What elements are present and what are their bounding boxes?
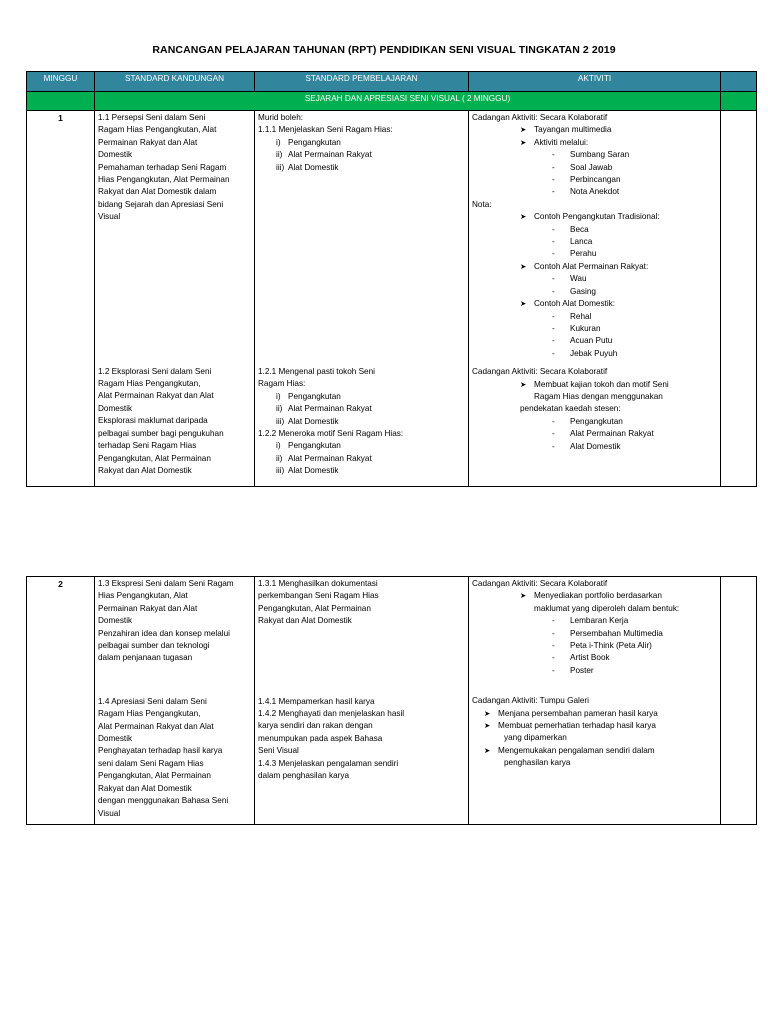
- section-side-cell: [27, 92, 95, 111]
- sp-item: [258, 137, 465, 149]
- bullet-continuation: penghasilan karya: [504, 758, 571, 768]
- sk-line: Hias Pengangkutan, Alat: [98, 591, 188, 601]
- activity-2-block: [472, 366, 717, 453]
- dash-item-text: Poster: [570, 665, 594, 675]
- sp-line: 1.3.1 Menghasilkan dokumentasi: [258, 579, 378, 588]
- dash-item: [472, 416, 717, 428]
- sk-line: Alat Permainan Rakyat dan Alat: [98, 721, 214, 731]
- sk-line: Domestik: [98, 150, 133, 160]
- sp-item-number: ii): [276, 404, 283, 414]
- activity-heading: Cadangan Aktiviti: Tumpu Galeri: [472, 696, 589, 706]
- activity-bullet: [472, 211, 717, 223]
- bullet-text: Aktiviti melalui:: [534, 137, 589, 147]
- arrow-bullet-icon: ➤: [484, 721, 491, 731]
- section-title: SEJARAH DAN APRESIASI SENI VISUAL ( 2 MINGGU): [95, 92, 721, 111]
- activity-bullet: [472, 590, 717, 602]
- bullet-text: Contoh Alat Permainan Rakyat:: [534, 261, 649, 271]
- header-row: [27, 72, 757, 92]
- activity-heading: Cadangan Aktiviti: Secara Kolaboratif: [472, 367, 608, 377]
- week-number: 2: [27, 577, 95, 825]
- sk-line: Domestik: [98, 616, 133, 626]
- header-minggu: MINGGU: [27, 72, 95, 92]
- bullet-text: Membuat kajian tokoh dan motif Seni: [534, 379, 669, 389]
- sp-1-1-block: [258, 112, 465, 174]
- bullet-text: Menyediakan portfolio berdasarkan: [534, 591, 662, 601]
- sk-line: Alat Permainan Rakyat dan Alat: [98, 391, 214, 401]
- dash-item: [472, 273, 717, 285]
- dash-item-text: Alat Permainan Rakyat: [570, 429, 654, 439]
- dash-item: [472, 428, 717, 440]
- arrow-bullet-icon: ➤: [520, 261, 527, 271]
- sk-line: pelbagai sumber dan teknologi: [98, 641, 210, 651]
- sp-item-text: Alat Permainan Rakyat: [288, 404, 372, 414]
- dash-item-text: Beca: [570, 224, 589, 234]
- sp-intro: Murid boleh:: [258, 113, 304, 122]
- sp-item-number: iii): [276, 466, 285, 476]
- sp-item-number: i): [276, 137, 281, 147]
- dash-item-text: Kukuran: [570, 323, 601, 333]
- sp-heading: 1.2.1 Mengenal pasti tokoh Seni: [258, 367, 375, 377]
- section-row: [27, 92, 757, 111]
- dash-item-text: Pengangkutan: [570, 416, 623, 426]
- dash-item-text: Nota Anekdot: [570, 187, 620, 197]
- standard-kandungan-cell: [95, 111, 255, 487]
- dash-icon: -: [552, 665, 555, 675]
- sp-line: 1.4.3 Menjelaskan pengalaman sendiri: [258, 758, 399, 768]
- sk-1-2-block: [98, 366, 251, 478]
- dash-item: [472, 149, 717, 161]
- rpt-table-week-1: [26, 71, 757, 487]
- sk-line: dalam penjanaan tugasan: [98, 653, 193, 663]
- standard-kandungan-cell: [95, 577, 255, 825]
- sp-item: [258, 416, 465, 428]
- activity-bullet: [472, 379, 717, 391]
- dash-item: [472, 162, 717, 174]
- dash-item: [472, 348, 717, 360]
- standard-pembelajaran-cell: [255, 111, 469, 487]
- sk-1-1-block: [98, 112, 251, 224]
- sk-line: Rakyat dan Alat Domestik: [98, 783, 192, 793]
- dash-icon: -: [552, 616, 555, 626]
- dash-item-text: Jebak Puyuh: [570, 348, 618, 358]
- sk-line: dengan menggunakan Bahasa Seni: [98, 796, 229, 806]
- sp-1-4-block: [258, 696, 465, 783]
- bullet-continuation: Ragam Hias dengan menggunakan: [534, 391, 663, 401]
- sk-line: Ragam Hias Pengangkutan, Alat: [98, 125, 217, 135]
- week-1-row: [27, 111, 757, 487]
- header-blank: [721, 72, 757, 92]
- sp-item: [258, 391, 465, 403]
- sk-line: bidang Sejarah dan Apresiasi Seni: [98, 199, 224, 209]
- bullet-text: Contoh Alat Domestik:: [534, 299, 616, 309]
- activity-2-block: [472, 695, 717, 769]
- arrow-bullet-icon: ➤: [520, 299, 527, 309]
- activity-bullet: [472, 298, 717, 310]
- sk-line: Pengangkutan, Alat Permainan: [98, 771, 211, 781]
- activity-bullet: [472, 720, 717, 732]
- dash-item: [472, 640, 717, 652]
- activity-1-block: [472, 578, 717, 677]
- dash-item-text: Alat Domestik: [570, 441, 621, 451]
- dash-icon: -: [552, 323, 555, 333]
- dash-item-text: Perahu: [570, 249, 597, 259]
- sp-item: [258, 149, 465, 161]
- dash-item: [472, 286, 717, 298]
- activity-bullet: [472, 261, 717, 273]
- rpt-table-week-2: [26, 576, 757, 825]
- bullet-continuation: maklumat yang diperoleh dalam bentuk:: [534, 603, 680, 613]
- bullet-text: Tayangan multimedia: [534, 125, 612, 135]
- dash-icon: -: [552, 150, 555, 160]
- sp-item-text: Alat Permainan Rakyat: [288, 150, 372, 160]
- sp-line: karya sendiri dan rakan dengan: [258, 721, 373, 731]
- dash-item-text: Lembaran Kerja: [570, 616, 629, 626]
- activity-bullet: [472, 124, 717, 136]
- dash-item: [472, 186, 717, 198]
- sp-item: [258, 440, 465, 452]
- sp-line: perkembangan Seni Ragam Hias: [258, 591, 379, 601]
- sk-line: Ragam Hias Pengangkutan,: [98, 379, 201, 389]
- blank-cell: [721, 111, 757, 487]
- dash-item: [472, 652, 717, 664]
- sp-1-2-block: [258, 366, 465, 478]
- dash-item-text: Acuan Putu: [570, 336, 613, 346]
- arrow-bullet-icon: ➤: [520, 137, 527, 147]
- dash-icon: -: [552, 416, 555, 426]
- sk-line: Pemahaman terhadap Seni Ragam: [98, 162, 227, 172]
- dash-item: [472, 248, 717, 260]
- week-number: 1: [27, 111, 95, 487]
- activity-heading: Cadangan Aktiviti: Secara Kolaboratif: [472, 579, 608, 588]
- sp-item-number: iii): [276, 416, 285, 426]
- dash-icon: -: [552, 274, 555, 284]
- document-title: RANCANGAN PELAJARAN TAHUNAN (RPT) PENDIDIKAN SENI VISUAL TINGKATAN 2 2019: [152, 44, 616, 56]
- sk-line: Ragam Hias Pengangkutan,: [98, 709, 201, 719]
- sp-item-text: Alat Domestik: [288, 416, 339, 426]
- sp-item-text: Alat Domestik: [288, 162, 339, 172]
- sp-item-number: i): [276, 391, 281, 401]
- sk-line: Eksplorasi maklumat daripada: [98, 416, 208, 426]
- arrow-bullet-icon: ➤: [520, 125, 527, 135]
- bullet-text: Menjana persembahan pameran hasil karya: [498, 708, 658, 718]
- sk-line: Rakyat dan Alat Domestik dalam: [98, 187, 217, 197]
- dash-item-text: Rehal: [570, 311, 592, 321]
- dash-item: [472, 224, 717, 236]
- dash-item-text: Perbincangan: [570, 175, 621, 185]
- bullet-text: Membuat pemerhatian terhadap hasil karya: [498, 721, 656, 731]
- dash-item: [472, 174, 717, 186]
- dash-icon: -: [552, 175, 555, 185]
- sp-item-text: Pengangkutan: [288, 137, 341, 147]
- dash-icon: -: [552, 429, 555, 439]
- dash-item-text: Gasing: [570, 286, 596, 296]
- dash-item: [472, 236, 717, 248]
- sk-line: Rakyat dan Alat Domestik: [98, 465, 192, 475]
- bullet-continuation: yang dipamerkan: [504, 733, 567, 743]
- sk-line: Domestik: [98, 403, 133, 413]
- sk-line: 1.2 Eksplorasi Seni dalam Seni: [98, 366, 212, 376]
- sp-item: [258, 403, 465, 415]
- sk-line: Pengangkutan, Alat Permainan: [98, 453, 211, 463]
- sk-line: terhadap Seni Ragam Hias: [98, 441, 197, 451]
- sp-item: [258, 453, 465, 465]
- header-standard-pembelajaran: STANDARD PEMBELAJARAN: [255, 72, 469, 92]
- dash-icon: -: [552, 348, 555, 358]
- sp-heading: 1.1.1 Menjelaskan Seni Ragam Hias:: [258, 125, 393, 135]
- sp-item-number: iii): [276, 162, 285, 172]
- dash-icon: -: [552, 653, 555, 663]
- sp-line: dalam penghasilan karya: [258, 771, 350, 781]
- dash-icon: -: [552, 641, 555, 651]
- dash-icon: -: [552, 628, 555, 638]
- sp-1-3-block: [258, 578, 465, 628]
- sp-item-text: Pengangkutan: [288, 441, 341, 451]
- sk-1-3-block: [98, 578, 251, 665]
- sk-line: 1.4 Apresiasi Seni dalam Seni: [98, 696, 207, 706]
- activity-1-block: [472, 112, 717, 360]
- sp-line: menumpukan pada aspek Bahasa: [258, 733, 383, 743]
- aktiviti-cell: [469, 577, 721, 825]
- dash-item: [472, 311, 717, 323]
- week-2-row: [27, 577, 757, 825]
- sk-line: Visual: [98, 212, 121, 222]
- dash-icon: -: [552, 441, 555, 451]
- dash-item-text: Sumbang Saran: [570, 150, 630, 160]
- dash-item-text: Persembahan Multimedia: [570, 628, 663, 638]
- blank-cell: [721, 577, 757, 825]
- sk-line: Permainan Rakyat dan Alat: [98, 137, 198, 147]
- arrow-bullet-icon: ➤: [520, 379, 527, 389]
- section-side-cell-right: [721, 92, 757, 111]
- sp-line: 1.4.1 Mempamerkan hasil karya: [258, 696, 375, 706]
- sp-heading: Ragam Hias:: [258, 379, 306, 389]
- bullet-text: Mengemukakan pengalaman sendiri dalam: [498, 745, 655, 755]
- aktiviti-cell: [469, 111, 721, 487]
- activity-bullet: [472, 708, 717, 720]
- sp-item-text: Alat Permainan Rakyat: [288, 453, 372, 463]
- dash-icon: -: [552, 286, 555, 296]
- sp-item: [258, 465, 465, 477]
- dash-item: [472, 615, 717, 627]
- sp-item-number: ii): [276, 453, 283, 463]
- dash-item-text: Soal Jawab: [570, 162, 613, 172]
- arrow-bullet-icon: ➤: [484, 708, 491, 718]
- sk-line: 1.3 Ekspresi Seni dalam Seni Ragam: [98, 579, 234, 588]
- dash-icon: -: [552, 249, 555, 259]
- standard-pembelajaran-cell: [255, 577, 469, 825]
- sk-line: seni dalam Seni Ragam Hias: [98, 758, 204, 768]
- sp-item-number: ii): [276, 150, 283, 160]
- sk-line: pelbagai sumber bagi pengukuhan: [98, 428, 224, 438]
- sp-line: 1.4.2 Menghayati dan menjelaskan hasil: [258, 709, 405, 719]
- arrow-bullet-icon: ➤: [520, 212, 527, 222]
- sk-line: Permainan Rakyat dan Alat: [98, 603, 198, 613]
- bullet-text: Contoh Pengangkutan Tradisional:: [534, 212, 660, 222]
- dash-item-text: Lanca: [570, 237, 593, 247]
- sp-line: Pengangkutan, Alat Permainan: [258, 603, 371, 613]
- sp-item-number: i): [276, 441, 281, 451]
- sk-line: Penzahiran idea dan konsep melalui: [98, 628, 230, 638]
- header-standard-kandungan: STANDARD KANDUNGAN: [95, 72, 255, 92]
- dash-icon: -: [552, 187, 555, 197]
- dash-item: [472, 335, 717, 347]
- dash-icon: -: [552, 224, 555, 234]
- sk-line: Hias Pengangkutan, Alat Permainan: [98, 175, 230, 185]
- sk-line: Domestik: [98, 734, 133, 744]
- sp-item-text: Alat Domestik: [288, 466, 339, 476]
- sp-line: Seni Visual: [258, 746, 299, 756]
- sk-line: Penghayatan terhadap hasil karya: [98, 746, 223, 756]
- dash-item-text: Wau: [570, 274, 587, 284]
- sp-heading: 1.2.2 Meneroka motif Seni Ragam Hias:: [258, 429, 404, 439]
- dash-icon: -: [552, 311, 555, 321]
- dash-icon: -: [552, 162, 555, 172]
- dash-icon: -: [552, 336, 555, 346]
- sp-item-text: Pengangkutan: [288, 391, 341, 401]
- sk-1-4-block: [98, 696, 251, 820]
- nota-label: Nota:: [472, 199, 492, 209]
- sp-item: [258, 162, 465, 174]
- dash-item: [472, 628, 717, 640]
- bullet-continuation: pendekatan kaedah stesen:: [520, 404, 621, 414]
- sk-line: 1.1 Persepsi Seni dalam Seni: [98, 113, 206, 122]
- activity-heading: Cadangan Aktiviti: Secara Kolaboratif: [472, 113, 608, 122]
- activity-bullet: [472, 745, 717, 757]
- sk-line: Visual: [98, 808, 121, 818]
- sp-line: Rakyat dan Alat Domestik: [258, 616, 352, 626]
- arrow-bullet-icon: ➤: [520, 591, 527, 601]
- header-aktiviti: AKTIVITI: [469, 72, 721, 92]
- dash-item: [472, 665, 717, 677]
- dash-icon: -: [552, 237, 555, 247]
- dash-item: [472, 441, 717, 453]
- activity-bullet: [472, 137, 717, 149]
- dash-item-text: Artist Book: [570, 653, 610, 663]
- dash-item-text: Peta i-Think (Peta Alir): [570, 641, 652, 651]
- dash-item: [472, 323, 717, 335]
- arrow-bullet-icon: ➤: [484, 745, 491, 755]
